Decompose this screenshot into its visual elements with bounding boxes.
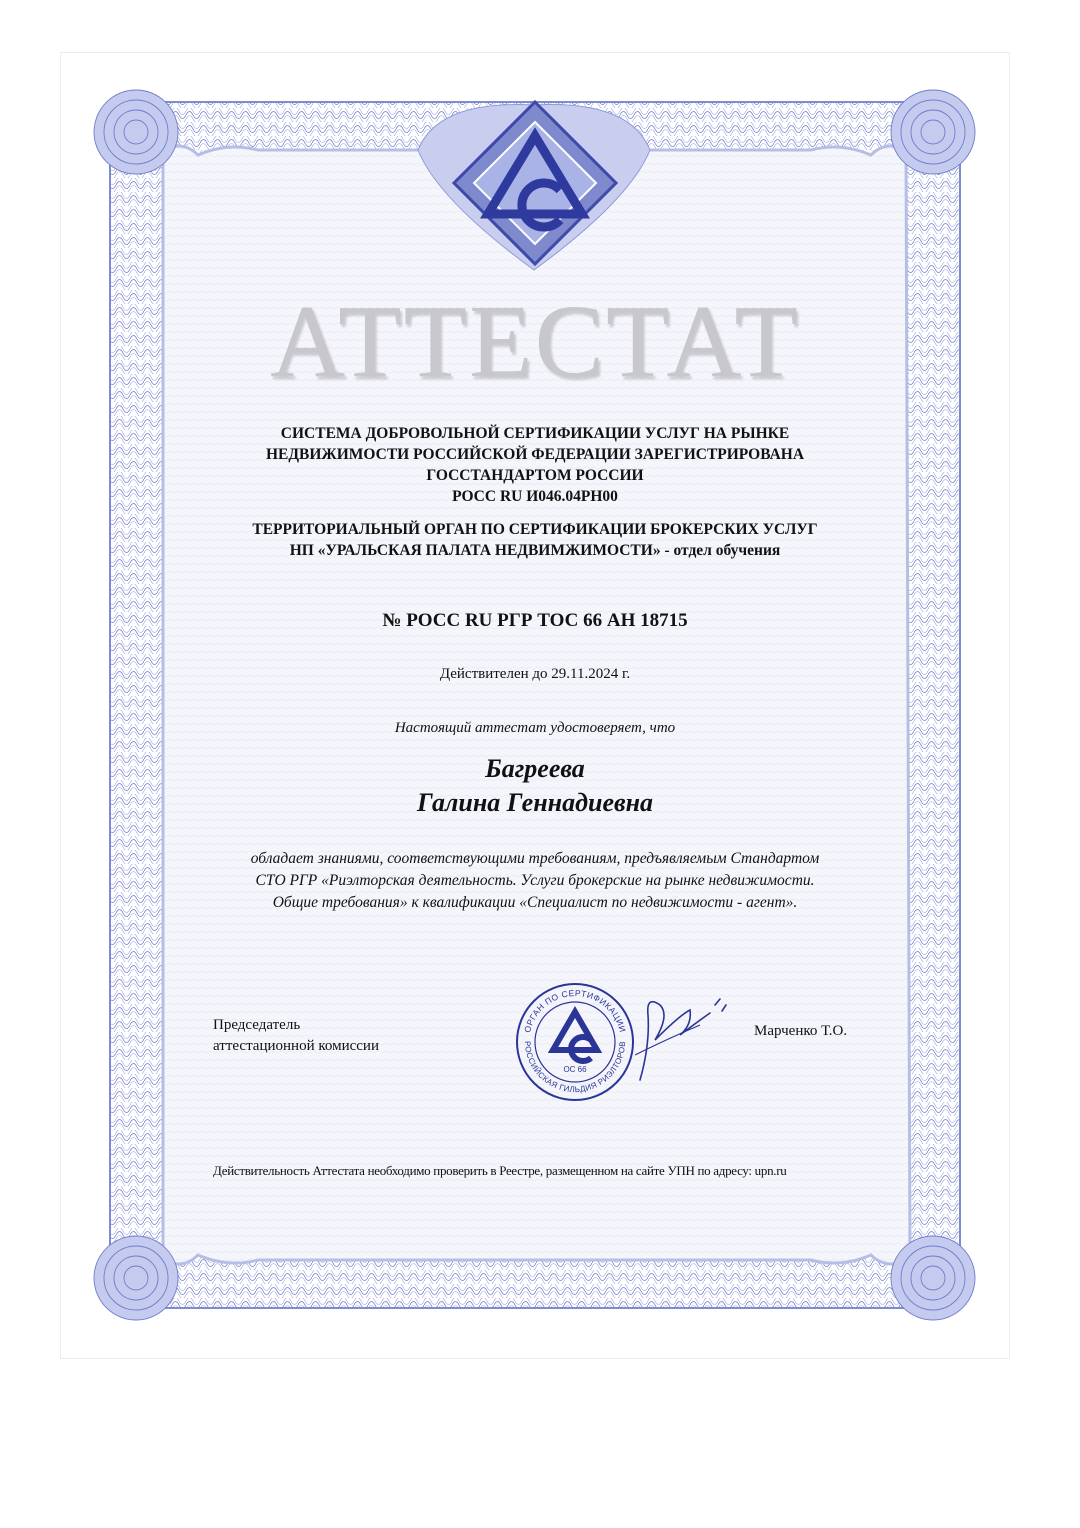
org-line: ГОССТАНДАРТОМ РОССИИ [426,467,644,484]
handwritten-signature [620,985,740,1085]
signer-role [213,1015,379,1057]
seal-bottom-text: РОССИЙСКАЯ ГИЛЬДИЯ РИЭЛТОРОВ [522,1040,628,1095]
seal-top-text: ОРГАН ПО СЕРТИФИКАЦИИ [522,987,628,1034]
ac-logo-emblem [450,98,620,268]
certificate-number: № РОСС RU РГР ТОС 66 АН 18715 [382,610,688,631]
seal-code: ОС 66 [563,1065,587,1074]
org-line: СИСТЕМА ДОБРОВОЛЬНОЙ СЕРТИФИКАЦИИ УСЛУГ НА РЫНКЕ [280,425,790,442]
holder-name [150,752,920,820]
issuing-body-line: НП «УРАЛЬСКАЯ ПАЛАТА НЕДВИМЖИМОСТИ» - отдел обучения [289,542,781,559]
certifies-text: Настоящий аттестат удостоверяет, что [394,720,676,736]
valid-until: Действителен до 29.11.2024 г. [439,666,631,682]
signer-name: Марченко Т.О. [754,1023,848,1039]
qualification-description [170,848,900,914]
description-line: обладает знаниями, соответствующими требованиям, предъявляемым Стандартом [250,850,820,867]
signer-role-line: Председатель [213,1017,301,1033]
certification-seal [513,980,637,1104]
registration-code: РОСС RU И046.04РН00 [452,488,618,505]
description-line: Общие требования» к квалификации «Специалист по недвижимости - агент». [272,894,798,911]
registry-note: Действительность Аттестата необходимо проверить в Реестре, размещенном на сайте УПН по адресу: upn.ru [213,1163,787,1178]
description-line: СТО РГР «Риэлторская деятельность. Услуги брокерские на рынке недвижимости. [255,872,815,889]
certificate-title: АТТЕСТАТ [270,284,800,399]
issuing-body-line: ТЕРРИТОРИАЛЬНЫЙ ОРГАН ПО СЕРТИФИКАЦИИ БРОКЕРСКИХ УСЛУГ [252,521,818,538]
certificate-content [150,80,920,1330]
holder-given-names: Галина Геннадиевна [416,788,654,817]
signer-role-line: аттестационной комиссии [213,1038,379,1054]
holder-surname: Багреева [485,754,585,783]
org-line: НЕДВИЖИМОСТИ РОССИЙСКОЙ ФЕДЕРАЦИИ ЗАРЕГИСТРИРОВАНА [265,446,805,463]
organization-header [150,423,920,561]
